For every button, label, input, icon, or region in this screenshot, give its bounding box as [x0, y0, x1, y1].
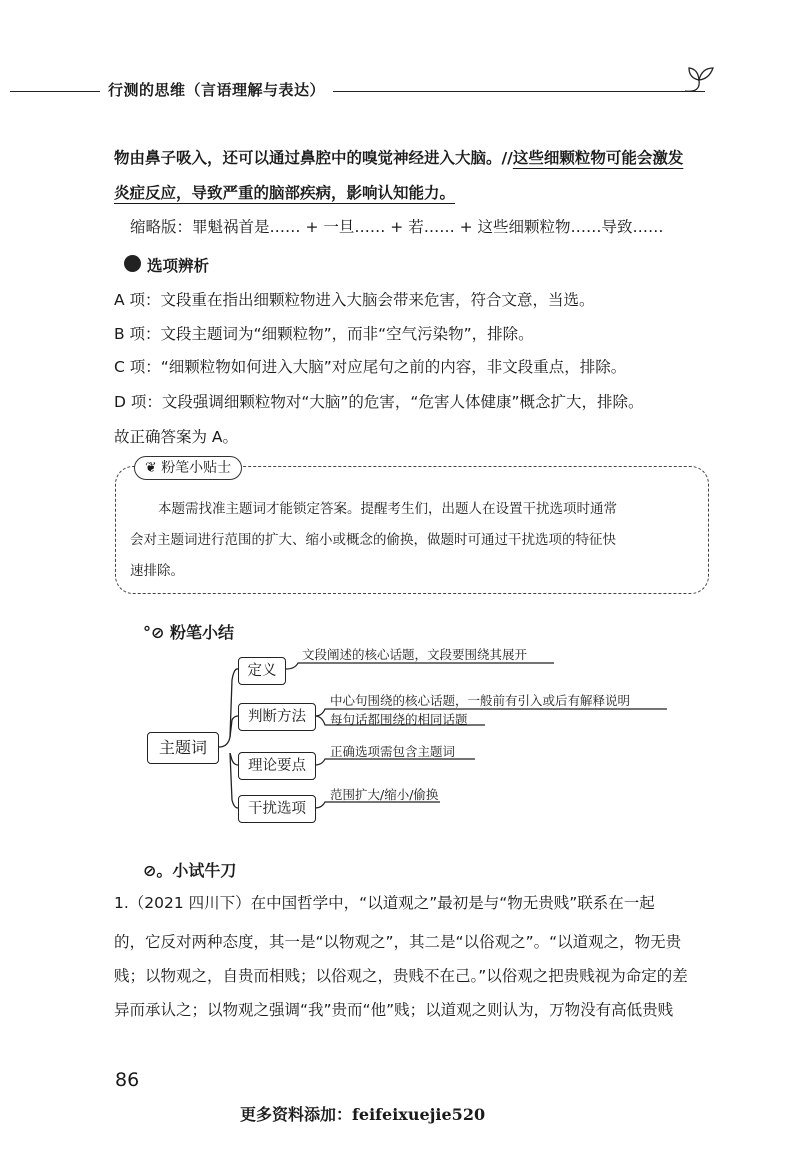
question-line-2: 的，它反对两种态度，其一是“以物观之”，其二是“以俗观之”。“以道观之，物无贵 — [114, 933, 682, 951]
summary-label: 缩略版： — [130, 218, 193, 236]
leaf-method-2: 每句话都围绕的相同话题 — [330, 712, 468, 727]
branch-distractors: 干扰选项 — [238, 795, 316, 823]
underlined-sentence: 这些细颗粒物可能会激发 — [512, 149, 684, 167]
leaf-distractors: 范围扩大/缩小/偷换 — [330, 787, 439, 802]
option-a-analysis: A 项：文段重在指出细颗粒物进入大脑会带来危害，符合文意，当选。 — [114, 291, 595, 309]
summary-heading — [143, 620, 234, 643]
pen-icon: °⊘ — [143, 623, 170, 642]
branch-key-points: 理论要点 — [238, 752, 316, 780]
summary-text: 罪魁祸首是…… + 一旦…… + 若…… + 这些细颗粒物……导致…… — [192, 218, 664, 236]
answer-conclusion: 故正确答案为 A。 — [114, 428, 239, 446]
page-number: 86 — [115, 1069, 140, 1091]
tip-badge — [134, 456, 242, 480]
option-b-analysis: B 项：文段主题词为“细颗粒物”，而非“空气污染物”，排除。 — [114, 325, 534, 343]
summary-heading-label: 粉笔小结 — [169, 623, 234, 642]
leaf-key-points: 正确选项需包含主题词 — [330, 744, 456, 759]
branch-definition: 定义 — [238, 657, 286, 685]
tip-line-2: 会对主题词进行范围的扩大、缩小或概念的偷换，做题时可通过干扰选项的特征快 — [130, 532, 616, 548]
sprout-icon — [683, 60, 719, 94]
question-line-1: 1.（2021 四川下）在中国哲学中，“以道观之”最初是与“物无贵贱”联系在一起 — [114, 894, 655, 912]
leaf-method-1: 中心句围绕的核心话题，一般前有引入或后有解释说明 — [330, 693, 631, 708]
option-c-analysis: C 项：“细颗粒物如何进入大脑”对应尾句之前的内容，非文段重点，排除。 — [114, 358, 627, 376]
footer-contact: 更多资料添加：feifeixuejie520 — [240, 1105, 486, 1124]
mind-map-connectors — [140, 645, 700, 835]
pen-icon: ⊘。 — [143, 861, 173, 880]
summary-version — [130, 215, 664, 237]
paragraph-text: 物由鼻子吸入，还可以通过鼻腔中的嗅觉神经进入大脑。// — [114, 149, 513, 167]
mind-map-root: 主题词 — [147, 732, 219, 764]
leaf-definition: 文段阐述的核心话题，文段要围绕其展开 — [302, 647, 528, 662]
option-d-analysis: D 项：文段强调细颗粒物对“大脑”的危害，“危害人体健康”概念扩大，排除。 — [114, 393, 644, 411]
bullet-dot-icon — [124, 255, 141, 272]
paragraph-line-2: 炎症反应，导致严重的脑部疾病，影响认知能力。 — [114, 184, 456, 202]
question-line-3: 贱；以物观之，自贵而相贱；以俗观之，贵贱不在己。”以俗观之把贵贱视为命定的差 — [114, 967, 688, 985]
header-title: 行测的思维（言语理解与表达） — [100, 79, 333, 100]
practice-heading-label: 小试牛刀 — [172, 861, 237, 880]
options-heading: 选项辨析 — [147, 257, 210, 275]
paragraph-line-1 — [114, 146, 683, 168]
branch-method: 判断方法 — [238, 703, 316, 731]
practice-heading — [143, 858, 236, 881]
tip-badge-label: 粉笔小贴士 — [161, 460, 232, 476]
question-line-4: 异而承认之；以物观之强调“我”贵而“他”贱；以道观之则认为，万物没有高低贵贱 — [114, 1001, 674, 1019]
tip-line-3: 速排除。 — [130, 563, 184, 579]
sprout-icon: ❦ — [145, 460, 162, 476]
tip-line-1: 本题需找准主题词才能锁定答案。提醒考生们，出题人在设置干扰选项时通常 — [158, 501, 617, 517]
